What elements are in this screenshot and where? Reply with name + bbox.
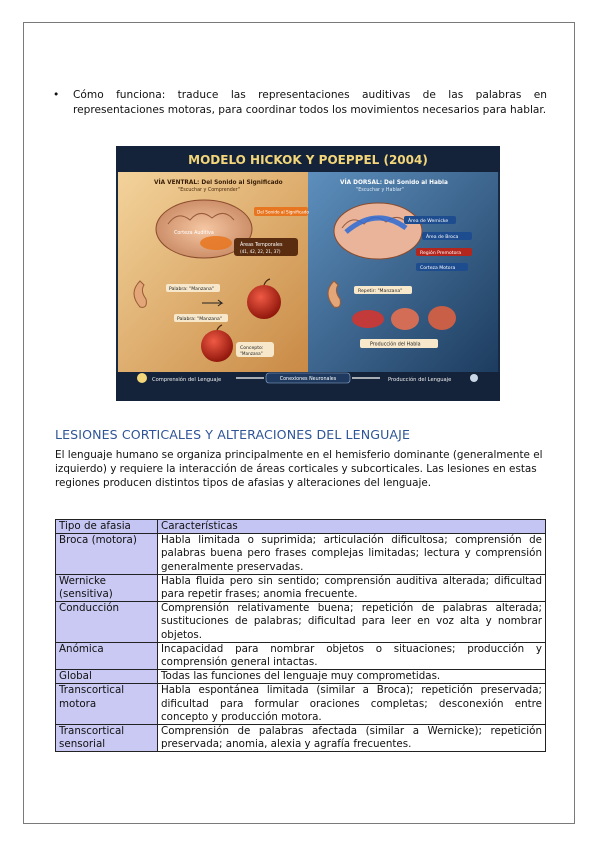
larynx-image — [428, 306, 456, 330]
temporal-area — [200, 236, 232, 250]
wernicke-label: Área de Wernicke — [408, 219, 449, 224]
table-row — [56, 534, 546, 575]
table-row — [56, 642, 546, 669]
ventral-subheading: "Escuchar y Comprender" — [178, 188, 240, 193]
table-row — [56, 725, 546, 752]
dorsal-heading: VÍA DORSAL: Del Sonido al Habla — [340, 180, 448, 186]
bullet-paragraph — [53, 88, 547, 118]
dorsal-footer: Producción del Lenguaje — [388, 377, 452, 383]
premotor-label: Región Premotora — [420, 251, 462, 256]
mouth-image — [352, 310, 384, 328]
meaning-tag-text: Del Sonido al Significado — [257, 209, 309, 215]
figure-title: MODELO HICKOK Y POEPPEL (2004) — [188, 153, 428, 167]
table-row — [56, 684, 546, 725]
ventral-heading: VÍA VENTRAL: Del Sonido al Significado — [154, 180, 283, 186]
apple-image-1 — [247, 285, 281, 319]
cell-tipo: Transcortical sensorial — [56, 725, 158, 752]
temporal-sub: (41, 42, 22, 21, 37) — [240, 249, 281, 254]
cell-caracteristicas: Habla fluida pero sin sentido; comprensión auditiva alterada; dificultad para repetir frases; anomia frecuente. — [158, 574, 546, 601]
broca-label: Área de Broca — [426, 235, 459, 240]
hickok-poeppel-figure — [116, 146, 500, 401]
intro-paragraph: El lenguaje humano se organiza principalmente en el hemisferio dominante (generalmente el izquierdo) y requiere la interacción de áreas corticales y subcorticales. Las lesiones en estas regiones producen distintos tipos de afasias y alteraciones del lenguaje. — [55, 449, 543, 489]
bulb-icon — [137, 373, 147, 383]
cell-caracteristicas: Habla limitada o suprimida; articulación dificultosa; comprensión de palabras buena pero frases complejas limitadas; lectura y comprensión generalmente preservadas. — [158, 534, 546, 575]
apple-image-2 — [201, 330, 233, 362]
microphone-icon — [470, 374, 478, 382]
tongue-image — [391, 308, 419, 330]
table-header-row — [56, 520, 546, 534]
table-row — [56, 670, 546, 684]
concept-label: Concepto: — [240, 346, 264, 351]
repeat-label: Repetir: "Manzana" — [358, 289, 403, 294]
cell-tipo: Wernicke (sensitiva) — [56, 574, 158, 601]
table-row — [56, 602, 546, 643]
bullet-dot: • — [53, 89, 60, 101]
bullet-text: Cómo funciona: traduce las representaciones auditivas de las palabras en representaciones motoras, para coordinar todos los movimientos necesarios para hablar. — [73, 89, 547, 116]
cell-caracteristicas: Incapacidad para nombrar objetos o situaciones; producción y comprensión general intactas. — [158, 642, 546, 669]
connections-label: Conexiones Neuronales — [279, 377, 337, 382]
concept-sub: "Manzana" — [240, 351, 263, 356]
cell-tipo: Broca (motora) — [56, 534, 158, 575]
dorsal-subheading: "Escuchar y Hablar" — [356, 188, 404, 193]
cell-caracteristicas: Todas las funciones del lenguaje muy comprometidas. — [158, 670, 546, 684]
cell-caracteristicas: Comprensión relativamente buena; repetición de palabras alterada; sustituciones de palabras; dificultad para leer en voz alta y nombrar objetos. — [158, 602, 546, 643]
temporal-label: Áreas Temporales — [240, 243, 283, 248]
section-title: LESIONES CORTICALES Y ALTERACIONES DEL LENGUAJE — [55, 427, 410, 442]
header-tipo: Tipo de afasia — [56, 520, 158, 534]
cell-caracteristicas: Comprensión de palabras afectada (similar a Wernicke); repetición preservada; anomia, alexia y agrafía frecuentes. — [158, 725, 546, 752]
table-row — [56, 574, 546, 601]
auditory-cortex-label: Corteza Auditiva — [174, 231, 214, 236]
speech-label: Producción del Habla — [370, 342, 421, 348]
header-caracteristicas: Características — [158, 520, 546, 534]
ventral-footer: Comprensión del Lenguaje — [152, 377, 222, 383]
aphasia-table — [55, 519, 546, 752]
cell-caracteristicas: Habla espontánea limitada (similar a Broca); repetición preservada; dificultad para formular oraciones completas; desconexión entre concepto y producción motora. — [158, 684, 546, 725]
cell-tipo: Transcortical motora — [56, 684, 158, 725]
word2-label: Palabra: "Manzana" — [177, 317, 222, 322]
cell-tipo: Global — [56, 670, 158, 684]
word1-label: Palabra: "Manzana" — [169, 287, 214, 292]
motor-label: Corteza Motora — [420, 266, 456, 271]
cell-tipo: Conducción — [56, 602, 158, 643]
cell-tipo: Anómica — [56, 642, 158, 669]
